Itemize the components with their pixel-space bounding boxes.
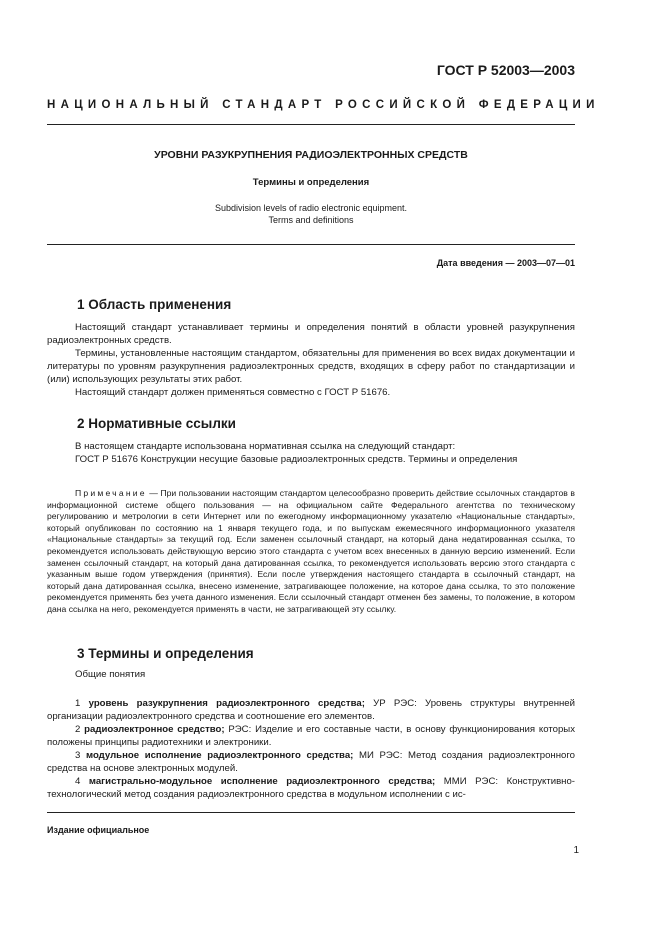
general-concepts	[47, 668, 575, 681]
term-entry: 1 уровень разукрупнения радиоэлектронного средства; УР РЭС: Уровень структуры внутренней организации радиоэлектронного средства и соотношение его элементов.	[47, 698, 576, 722]
terms-list	[47, 697, 575, 801]
term-entry: 4 магистрально-модульное исполнение радиоэлектронного средства; ММИ РЭС: Конструктивно-технологический метод создания радиоэлектронного средства в модульном исполнении с ис-	[47, 776, 575, 800]
national-standard-banner: НАЦИОНАЛЬНЫЙ СТАНДАРТ РОССИЙСКОЙ ФЕДЕРАЦИИ	[47, 99, 600, 111]
english-title	[47, 202, 575, 226]
section-2-note	[47, 488, 575, 616]
term-name: магистрально-модульное исполнение радиоэлектронного средства;	[88, 776, 436, 787]
section-2-heading: 2 Нормативные ссылки	[77, 416, 236, 431]
general-concepts-label: Общие понятия	[75, 669, 146, 680]
section-1-heading: 1 Область применения	[77, 297, 232, 312]
official-edition-label: Издание официальное	[47, 825, 150, 835]
section-1-body	[47, 321, 575, 399]
title-divider	[47, 244, 575, 245]
english-title-line-1: Subdivision levels of radio electronic equipment.	[214, 203, 408, 213]
english-title-line-2: Terms and definitions	[268, 215, 354, 225]
section-1-paragraph-2: Термины, установленные настоящим стандартом, обязательны для применения во всех видах документации и литературы по уровням разукрупнения радиоэлектронных средств, входящих в сферу работ по стандартизации и (или) использующих результаты этих работ.	[47, 348, 575, 385]
section-1-paragraph-1: Настоящий стандарт устанавливает термины и определения понятий в области уровней разукрупнения радиоэлектронных средств.	[47, 322, 575, 346]
section-2-body	[47, 440, 575, 466]
term-name: модульное исполнение радиоэлектронного средства;	[85, 750, 354, 761]
section-2-paragraph-1: В настоящем стандарте использована нормативная ссылка на следующий стандарт:	[75, 441, 456, 452]
term-definition: РЭС: Изделие и его составные части, в основу функционирования которых положены принципы радиотехники и электроники.	[47, 724, 575, 748]
term-definition: УР РЭС: Уровень структуры внутренней организации радиоэлектронного средства и соотношение его элементов.	[47, 698, 576, 722]
introduction-date: Дата введения — 2003—07—01	[436, 258, 575, 268]
document-subtitle: Термины и определения	[252, 177, 370, 188]
section-1-paragraph-3: Настоящий стандарт должен применяться совместно с ГОСТ Р 51676.	[75, 387, 391, 398]
term-name: уровень разукрупнения радиоэлектронного средства;	[88, 698, 365, 709]
term-definition: ММИ РЭС: Конструктивно-технологический метод создания радиоэлектронного средства в модульном исполнении с ис-	[47, 776, 575, 800]
term-definition: МИ РЭС: Метод создания радиоэлектронного средства на основе электронных модулей.	[47, 750, 575, 774]
note-label: Примечание	[75, 488, 147, 498]
document-number: ГОСТ Р 52003—2003	[436, 62, 575, 78]
note-text: — При пользовании настоящим стандартом целесообразно проверить действие ссылочных стандартов в информационной системе общего пользования — на официальном сайте Федерального агентства по техническому регулированию и метрологии в сети Интернет или по ежегодному информационному указателю «Национальные стандарты», который опубликован по состоянию на 1 января текущего года, и по выпускам ежемесячного информационного указателя «Национальные стандарты» за текущий год. Если заменен ссылочный стандарт, на который дана недатированная ссылка, то рекомендуется использовать действующую версию этого стандарта с учетом всех внесенных в данную версию изменений. Если заменен ссылочный стандарт, на который дана датированная ссылка, то рекомендуется использовать версию этого стандарта с указанным выше годом утверждения (принятия). Если после утверждения настоящего стандарта в ссылочный стандарт, на который дана датированная ссылка, внесено изменение, затрагивающее положение, на которое дана ссылка, то это положение рекомендуется применять без учета данного изменения. Если ссылочный стандарт отменен без замены, то положение, в котором дана ссылка на него, рекомендуется применять в части, не затрагивающей эту ссылку.	[47, 488, 575, 614]
page-number: 1	[573, 845, 579, 856]
term-entry: 3 модульное исполнение радиоэлектронного средства; МИ РЭС: Метод создания радиоэлектронного средства на основе электронных модулей.	[47, 750, 575, 774]
normative-reference: ГОСТ Р 51676 Конструкции несущие базовые радиоэлектронных средств. Термины и определения	[75, 454, 518, 465]
top-divider	[47, 124, 575, 125]
section-3-heading: 3 Термины и определения	[77, 646, 254, 661]
term-name: радиоэлектронное средство;	[84, 724, 225, 735]
footer-divider	[47, 812, 575, 813]
document-title: УРОВНИ РАЗУКРУПНЕНИЯ РАДИОЭЛЕКТРОННЫХ СРЕДСТВ	[154, 149, 468, 161]
term-entry: 2 радиоэлектронное средство; РЭС: Изделие и его составные части, в основу функционирования которых положены принципы радиотехники и электроники.	[47, 724, 575, 748]
